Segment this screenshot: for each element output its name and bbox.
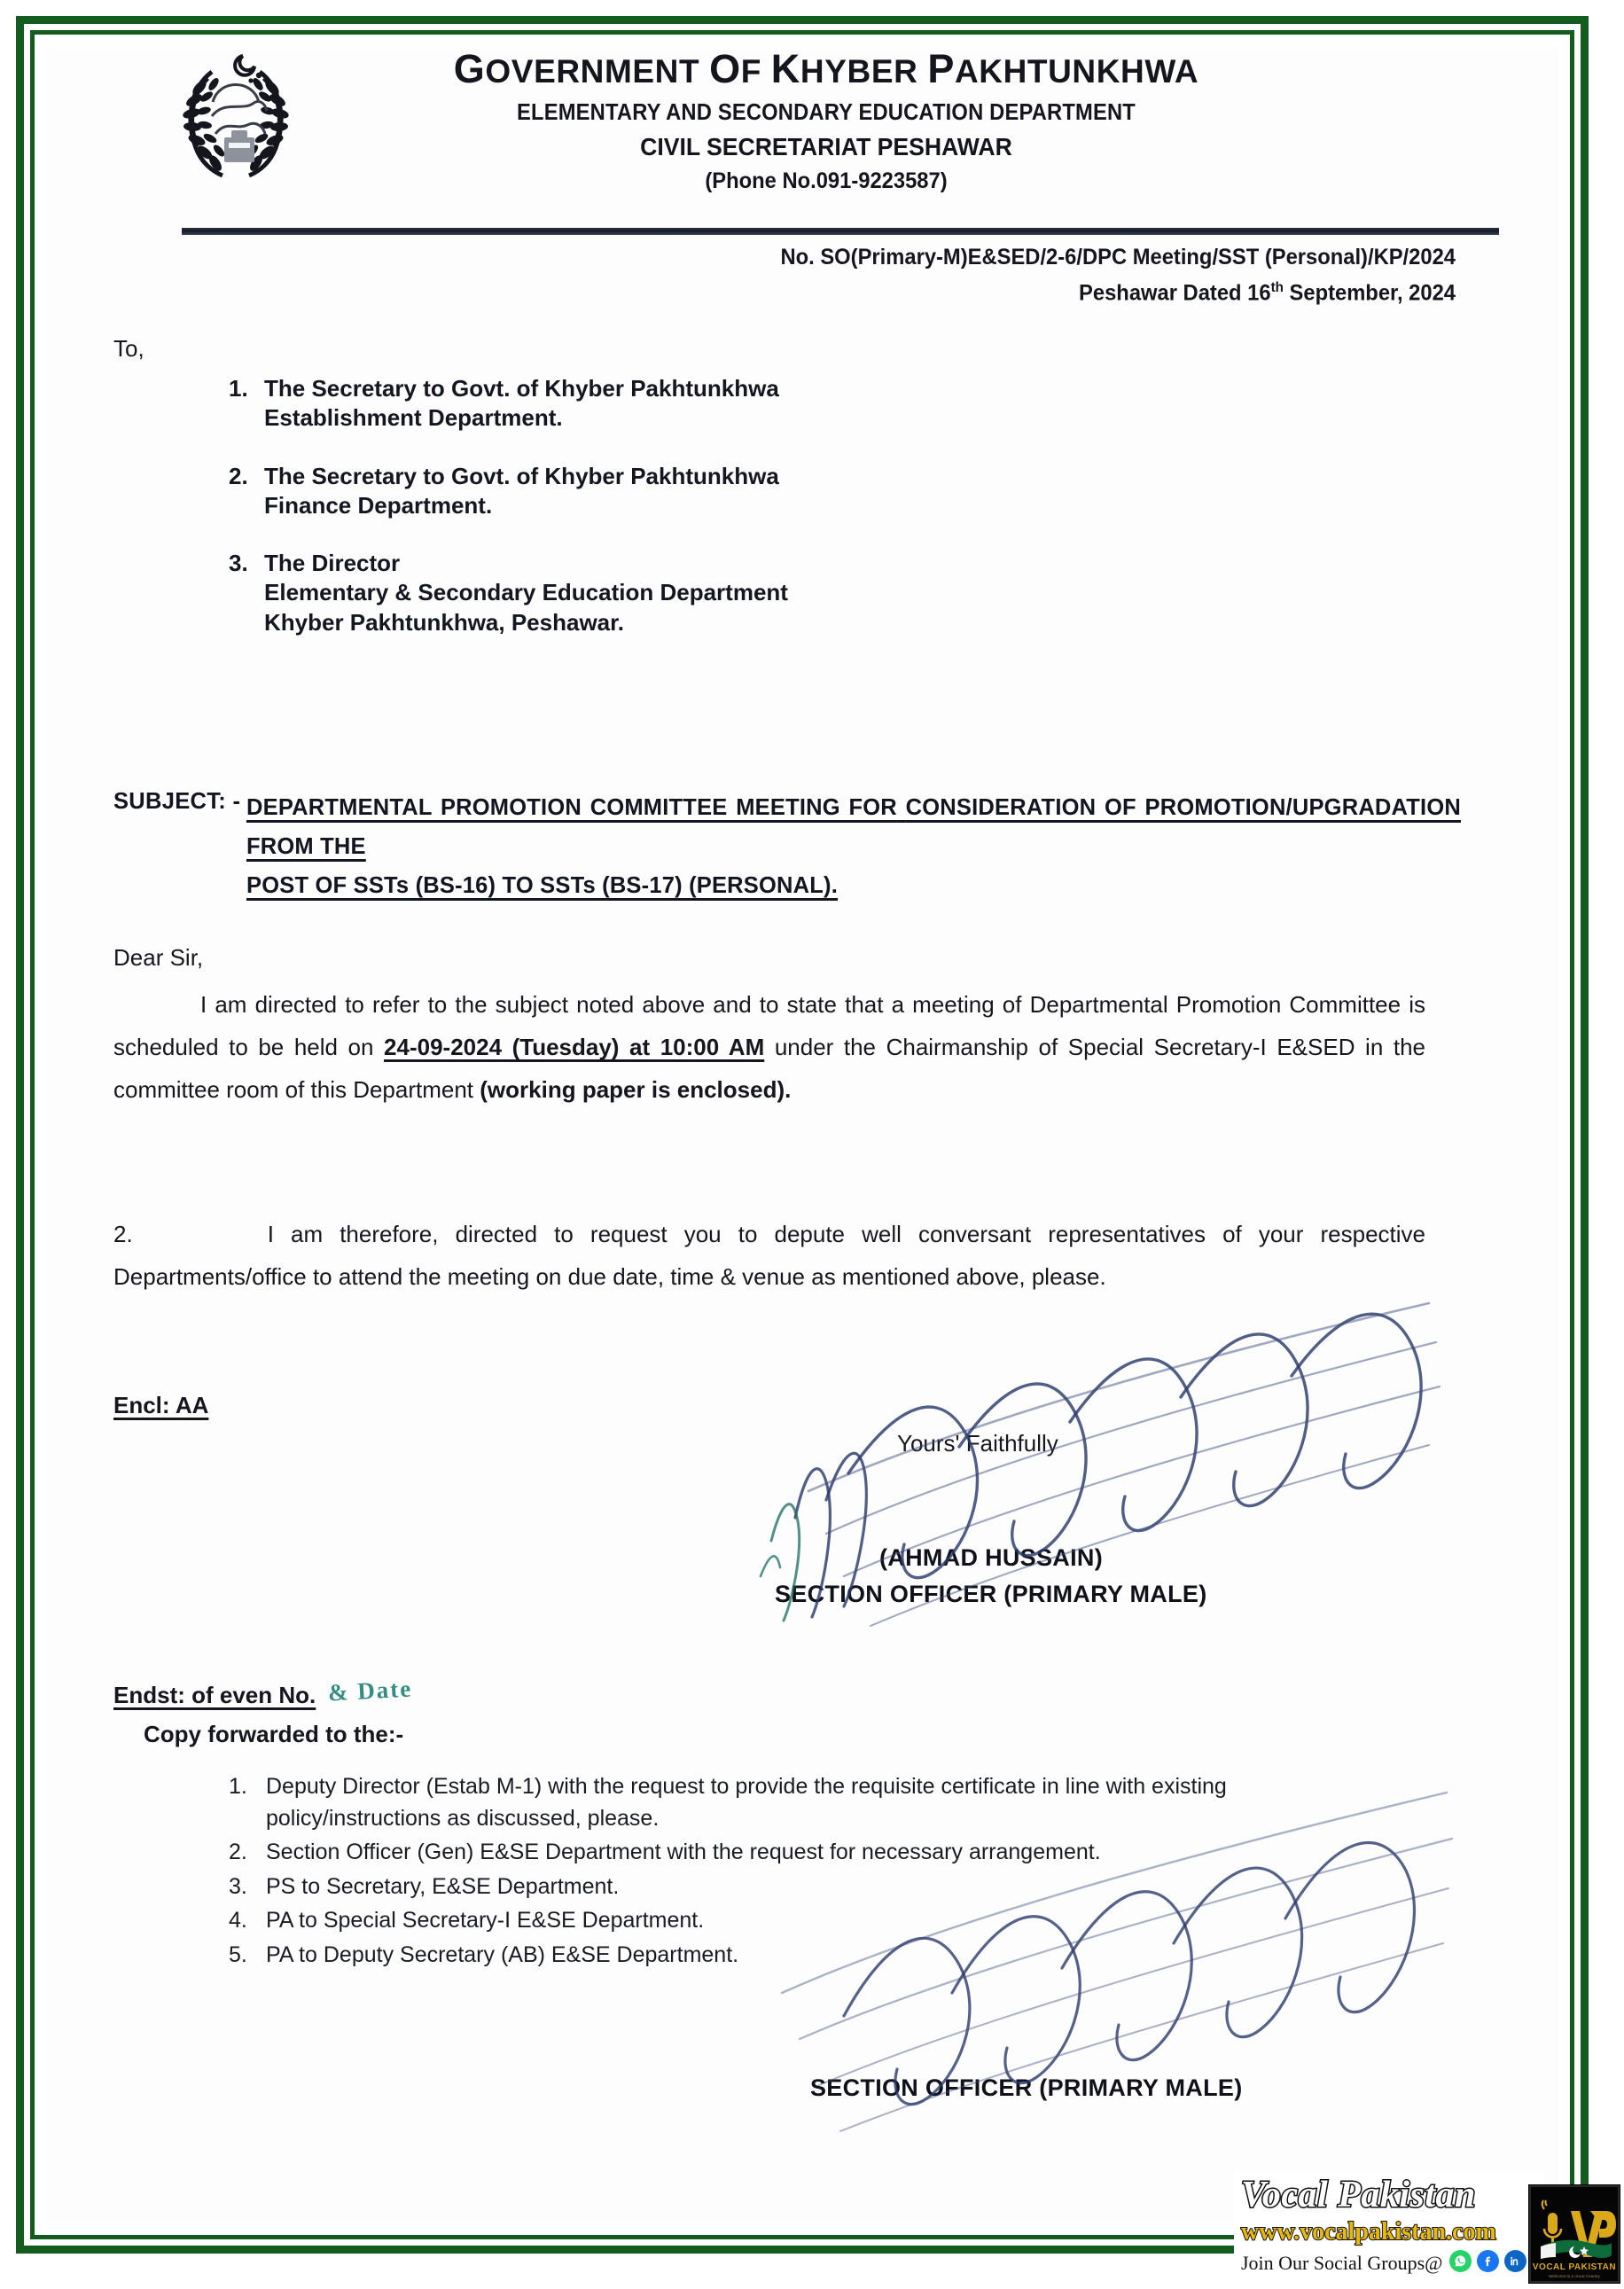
cc-text: PS to Secretary, E&SE Department. (266, 1873, 620, 1899)
org-name: GOVERNMENT OF KHYBER PAKHTUNKHWA (453, 46, 1199, 91)
enclosure-note: Encl: AA (113, 1392, 209, 1418)
svg-text:VOCAL PAKISTAN: VOCAL PAKISTAN (1532, 2262, 1617, 2272)
recipient-text (264, 462, 1204, 521)
recipient-number: 2. (229, 462, 248, 489)
endorsement-signatory-title: SECTION OFFICER (PRIMARY MALE) (810, 2074, 1243, 2101)
site-watermark (1234, 2172, 1624, 2289)
subject-line-3: POST OF SSTs (BS-16) TO SSTs (BS-17) (PERSONAL). (246, 872, 839, 898)
letterhead-text (303, 46, 1349, 194)
list-item (229, 1940, 1381, 1972)
cc-text: Deputy Director (Estab M-1) with the request to provide the requisite certificate in line with existing policy/instructions as discussed, please. (266, 1774, 1227, 1831)
list-item (229, 1771, 1381, 1834)
list-item (229, 1837, 1381, 1869)
recipient-line: Establishment Department. (264, 404, 563, 432)
letterhead (46, 46, 1558, 215)
list-item (229, 374, 1204, 434)
phone-number: (Phone No.091-9223587) (705, 168, 948, 193)
subject-text (246, 789, 1461, 906)
cc-text: PA to Deputy Secretary (AB) E&SE Department. (266, 1941, 739, 1967)
list-item (229, 549, 1204, 637)
copy-forwarded-list (229, 1771, 1381, 1973)
watermark-brand: Vocal Pakistan (1241, 2175, 1476, 2215)
list-item (229, 1905, 1381, 1937)
closing-salutation: Yours' Faithfully (897, 1430, 1058, 1457)
signatory-name: (AHMAD HUSSAIN) (879, 1544, 1103, 1571)
recipient-list (229, 374, 1204, 666)
recipient-line: Finance Department. (264, 491, 493, 519)
svg-text:Welcome to a Vocal Country: Welcome to a Vocal Country (1549, 2274, 1600, 2278)
office-name: CIVIL SECRETARIAT PESHAWAR (640, 133, 1012, 160)
list-item (229, 462, 1204, 521)
subject-block (113, 789, 1461, 906)
subject-label: SUBJECT: - (113, 789, 241, 814)
cc-text: PA to Special Secretary-I E&SE Department. (266, 1908, 705, 1933)
recipient-text (264, 549, 1204, 637)
social-icons (1449, 2250, 1526, 2272)
department-name: ELEMENTARY AND SECONDARY EDUCATION DEPARTMENT (517, 100, 1136, 125)
cc-number: 1. (229, 1774, 247, 1799)
para2-number: 2. (113, 1221, 133, 1247)
paragraph-2 (113, 1213, 1425, 1298)
cc-text: Section Officer (Gen) E&SE Department with the request for necessary arrangement. (266, 1840, 1101, 1864)
recipient-line: The Secretary to Govt. of Khyber Pakhtunkhwa (264, 462, 779, 489)
endorsement-handwritten-date: & Date (327, 1675, 413, 1707)
recipient-number: 1. (229, 375, 248, 402)
meeting-datetime: 24-09-2024 (Tuesday) at 10:00 AM (384, 1034, 765, 1061)
para2-text: I am therefore, directed to request you to depute well conversant representatives of your respective Departments/office to attend the meeting on due date, time & venue as mentioned above, please. (113, 1221, 1425, 1291)
subject-line-2: CONSIDERATION OF PROMOTION/UPGRADATION FROM THE (246, 795, 1461, 859)
watermark-url[interactable]: www.vocalpakistan.com (1241, 2218, 1496, 2246)
para1-part1: I am directed to refer to the subject noted above and to state that a meeting of Departmental Promotion Committee is scheduled to be held on (113, 991, 1425, 1061)
reference-block (188, 245, 1464, 306)
recipient-line: The Secretary to Govt. of Khyber Pakhtunkhwa (264, 375, 779, 402)
copy-forwarded-label: Copy forwarded to the:- (144, 1721, 404, 1747)
header-divider (182, 228, 1499, 235)
cc-number: 3. (229, 1873, 247, 1899)
cc-number: 5. (229, 1941, 247, 1967)
endorsement-label: Endst: of even No. (113, 1682, 316, 1708)
subject-line-1: DEPARTMENTAL PROMOTION COMMITTEE MEETING FOR (246, 795, 897, 820)
recipient-line: Elementary & Secondary Education Department (264, 579, 788, 606)
watermark-join-text: Join Our Social Groups@ (1241, 2252, 1443, 2274)
reference-number: No. SO(Primary-M)E&SED/2-6/DPC Meeting/SST (Personal)/KP/2024 (780, 245, 1456, 270)
vocal-pakistan-logo (1528, 2184, 1620, 2284)
facebook-icon[interactable] (1477, 2250, 1499, 2272)
linkedin-icon[interactable] (1504, 2250, 1526, 2272)
recipient-text (264, 374, 1204, 434)
list-item (229, 1871, 1381, 1903)
para1-part2: under the Chairmanship of Special Secretary-I E&SED in the committee room of this Department (113, 1034, 1425, 1104)
recipient-line: The Director (264, 550, 401, 577)
letter-sheet (46, 46, 1617, 2278)
signatory-title: SECTION OFFICER (PRIMARY MALE) (775, 1581, 1207, 1607)
to-label: To, (113, 335, 144, 362)
recipient-number: 3. (229, 550, 248, 577)
letter-date: Peshawar Dated 16th September, 2024 (1079, 280, 1456, 306)
working-paper-note: (working paper is enclosed). (480, 1076, 792, 1104)
recipient-line: Khyber Pakhtunkhwa, Peshawar. (264, 608, 625, 636)
salutation: Dear Sir, (113, 944, 204, 971)
cc-number: 2. (229, 1840, 247, 1864)
whatsapp-icon[interactable] (1449, 2250, 1472, 2272)
paragraph-1 (113, 983, 1425, 1111)
cc-number: 4. (229, 1908, 247, 1933)
kp-government-emblem-icon (173, 49, 299, 180)
